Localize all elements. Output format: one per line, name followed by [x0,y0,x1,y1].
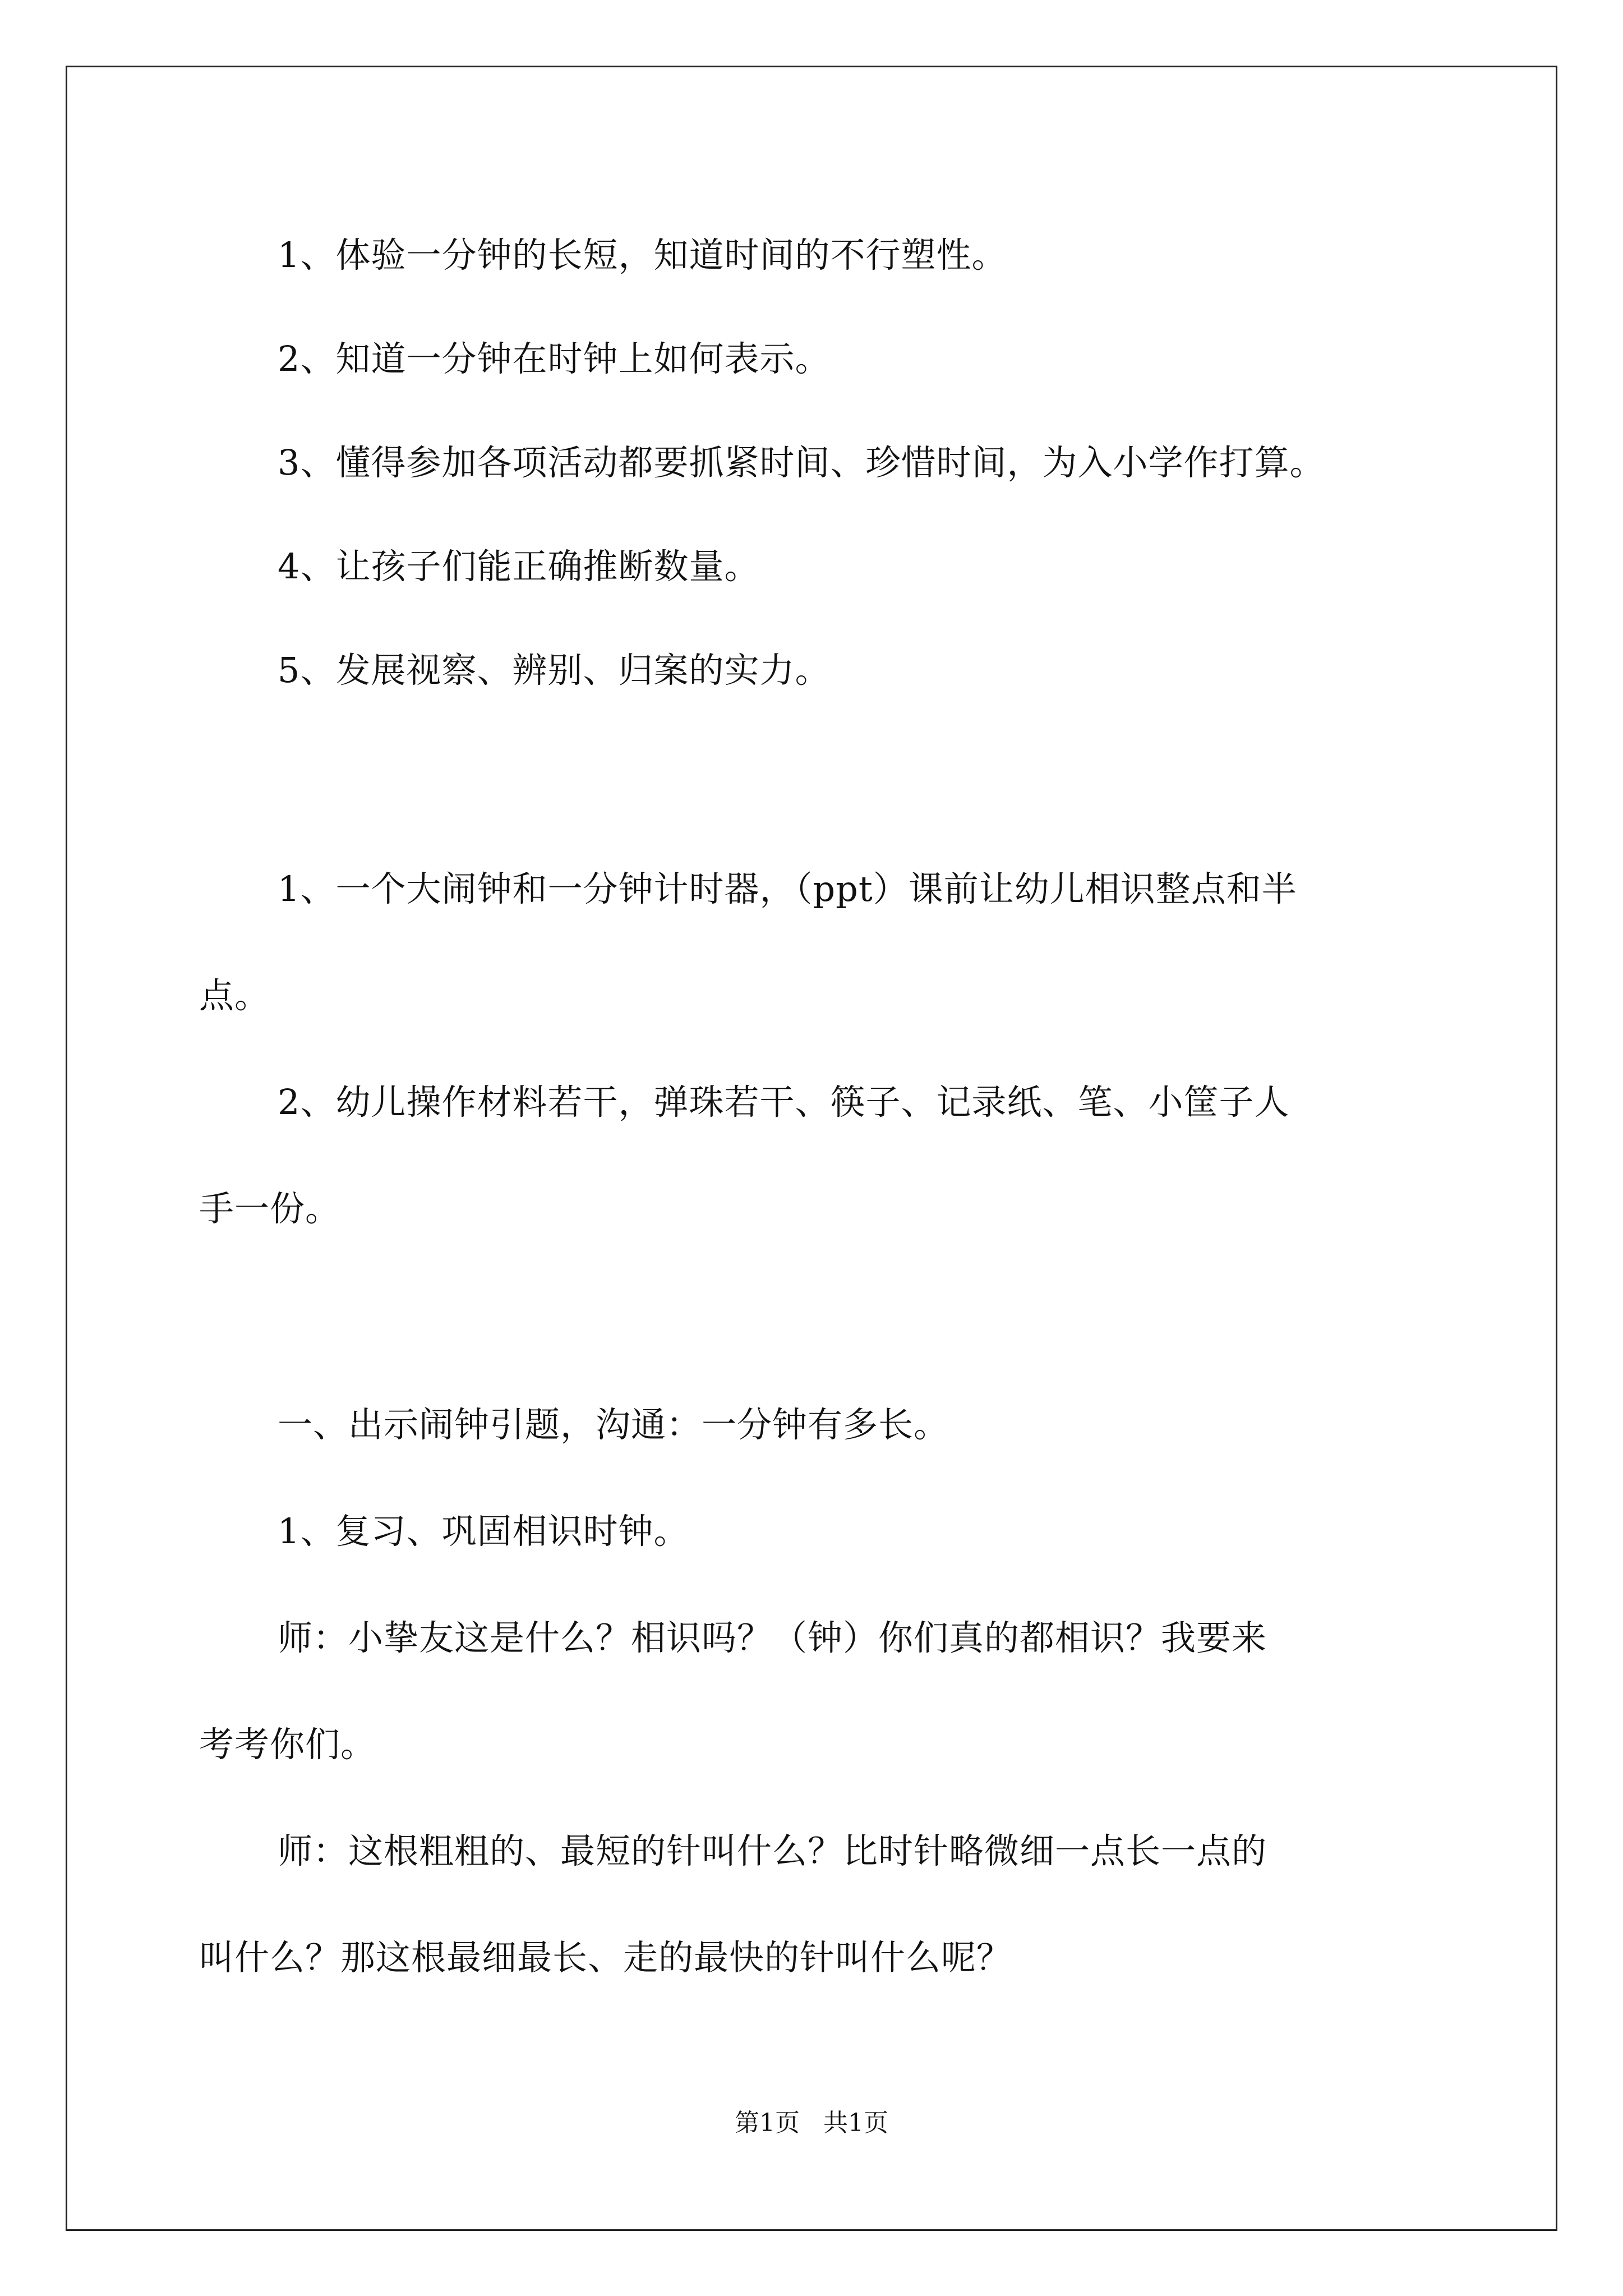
objective-4: 4、让孩子们能正确推断数量。 [278,546,760,587]
objective-3: 3、懂得参加各项活动都要抓紧时间、珍惜时间，为入小学作打算。 [278,442,1325,483]
preparation-1-cont: 点。 [199,975,270,1016]
teacher-line-1: 师：小挚友这是什么？相识吗？（钟）你们真的都相识？我要来 [278,1617,1267,1658]
process-step-1: 1、复习、巩固相识时钟。 [278,1511,689,1552]
preparation-2-cont: 手一份。 [199,1188,341,1229]
process-heading-1: 一、出示闹钟引题，沟通：一分钟有多长。 [278,1404,949,1445]
preparation-2: 2、幼儿操作材料若干，弹珠若干、筷子、记录纸、笔、小筐子人 [278,1082,1290,1122]
teacher-line-1-cont: 考考你们。 [199,1724,376,1765]
objective-5: 5、发展视察、辨别、归案的实力。 [278,650,831,691]
objective-2: 2、知道一分钟在时钟上如何表示。 [278,338,831,379]
preparation-1: 1、一个大闹钟和一分钟计时器，（ppt）课前让幼儿相识整点和半 [278,868,1297,909]
teacher-line-2-cont: 叫什么？那这根最细最长、走的最快的针叫什么呢？ [199,1937,1012,1978]
teacher-line-2: 师：这根粗粗的、最短的针叫什么？比时针略微细一点长一点的 [278,1830,1267,1871]
page-border [66,66,1557,2231]
page-number: 第1页 共1页 [735,2109,888,2137]
objective-1: 1、体验一分钟的长短，知道时间的不行塑性。 [278,234,1007,275]
